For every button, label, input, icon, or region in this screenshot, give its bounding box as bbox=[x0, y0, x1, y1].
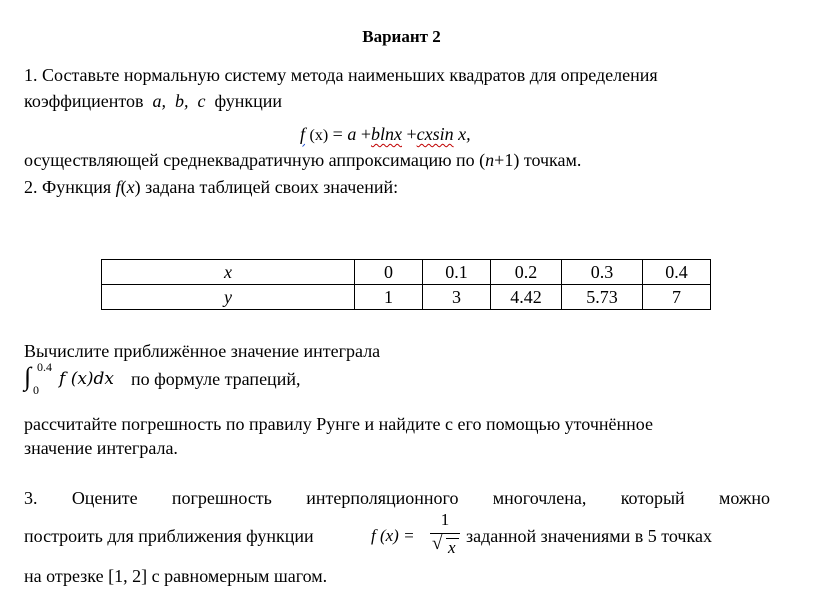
task3-word: погрешность bbox=[171, 488, 272, 508]
integral-sign: ∫ bbox=[24, 362, 32, 391]
integral-tail: по формуле трапеций, bbox=[131, 369, 301, 389]
table-cell: 5.73 bbox=[562, 285, 643, 310]
coef-a: a, bbox=[152, 91, 167, 111]
formula-x-end: x, bbox=[458, 124, 471, 144]
formula-cxsin: cxsin bbox=[416, 124, 454, 144]
task2-line1-pre: 2. Функция bbox=[24, 177, 116, 197]
task3-word: интерполяционного bbox=[306, 488, 459, 508]
task1-line1: 1. Составьте нормальную систему метода наименьших квадратов для определения bbox=[24, 65, 658, 85]
task3-segment: [1, 2] bbox=[108, 566, 148, 586]
coef-c: c bbox=[197, 91, 206, 111]
task3-fx: f (x) = bbox=[371, 526, 415, 545]
integral-upper: 0.4 bbox=[37, 360, 52, 374]
table-cell-label: y bbox=[102, 285, 355, 310]
task3-line3-post: с равномерным шагом. bbox=[151, 566, 328, 586]
sqrt-sign: √ bbox=[432, 533, 443, 554]
formula-f: f bbox=[300, 124, 306, 144]
task1-line4-n: n bbox=[485, 150, 495, 170]
task3-word: который bbox=[620, 488, 685, 508]
table-cell: 3 bbox=[423, 285, 491, 310]
formula-plus2: + bbox=[406, 124, 417, 144]
task3-line2-post: заданной значениями в 5 точках bbox=[466, 526, 712, 546]
task1-line4 bbox=[24, 150, 581, 171]
formula-plus1: + bbox=[360, 124, 371, 144]
table-cell: 0.4 bbox=[643, 260, 711, 285]
task3-line3 bbox=[24, 566, 327, 587]
formula-eq: = bbox=[332, 124, 343, 144]
formula-blnx: blnx bbox=[370, 124, 402, 144]
coef-b: b, bbox=[175, 91, 189, 111]
table-row bbox=[102, 285, 711, 310]
task1-formula bbox=[300, 124, 471, 145]
task1-coef-text: коэффициентов bbox=[24, 91, 144, 111]
task3-line2-pre: построить для приближения функции bbox=[24, 526, 314, 546]
task2-line1-post: ) задана таблицей своих значений: bbox=[134, 177, 399, 197]
task2-runge-line2: значение интеграла. bbox=[24, 438, 178, 458]
task2-line1 bbox=[24, 177, 398, 198]
task3-word: многочлена, bbox=[492, 488, 587, 508]
fraction-numerator: 1 bbox=[440, 510, 450, 529]
task2-line1-x: x bbox=[126, 177, 135, 197]
table-cell-label: x bbox=[102, 260, 355, 285]
task1-line4-post: +1) точкам. bbox=[494, 150, 582, 170]
task3-line1 bbox=[24, 488, 770, 509]
task1-function-word: функции bbox=[214, 91, 283, 111]
formula-a: a bbox=[347, 124, 357, 144]
task2-line1-mid: ( bbox=[120, 177, 127, 197]
table-cell: 4.42 bbox=[491, 285, 562, 310]
task2-compute-line: Вычислите приближённое значение интеграла bbox=[24, 341, 381, 361]
task2-runge-line1: рассчитайте погрешность по правилу Рунге и найдите с его помощью уточнённое bbox=[24, 414, 653, 434]
table-cell: 0.2 bbox=[491, 260, 562, 285]
task3-word: Оцените bbox=[71, 488, 138, 508]
task1-line4-pre: осуществляющей среднеквадратичную аппроксимацию по ( bbox=[24, 150, 486, 170]
table-cell: 0 bbox=[355, 260, 423, 285]
table-cell: 1 bbox=[355, 285, 423, 310]
integral-lower: 0 bbox=[33, 383, 39, 397]
table-cell: 0.3 bbox=[562, 260, 643, 285]
task3-word: 3. bbox=[24, 488, 38, 508]
page-title: Вариант 2 bbox=[362, 27, 441, 46]
task2-line1-f: f bbox=[115, 177, 121, 197]
fraction-denominator: x bbox=[448, 538, 456, 557]
formula-x-arg: (x) bbox=[309, 127, 329, 144]
task3-line3-pre: на отрезке bbox=[24, 566, 104, 586]
task3-word: можно bbox=[718, 488, 770, 508]
integral-body: f (x)dx bbox=[59, 369, 115, 389]
task1-line2 bbox=[24, 91, 282, 112]
table-cell: 0.1 bbox=[423, 260, 491, 285]
values-table bbox=[101, 259, 711, 310]
table-row bbox=[102, 260, 711, 285]
table-cell: 7 bbox=[643, 285, 711, 310]
